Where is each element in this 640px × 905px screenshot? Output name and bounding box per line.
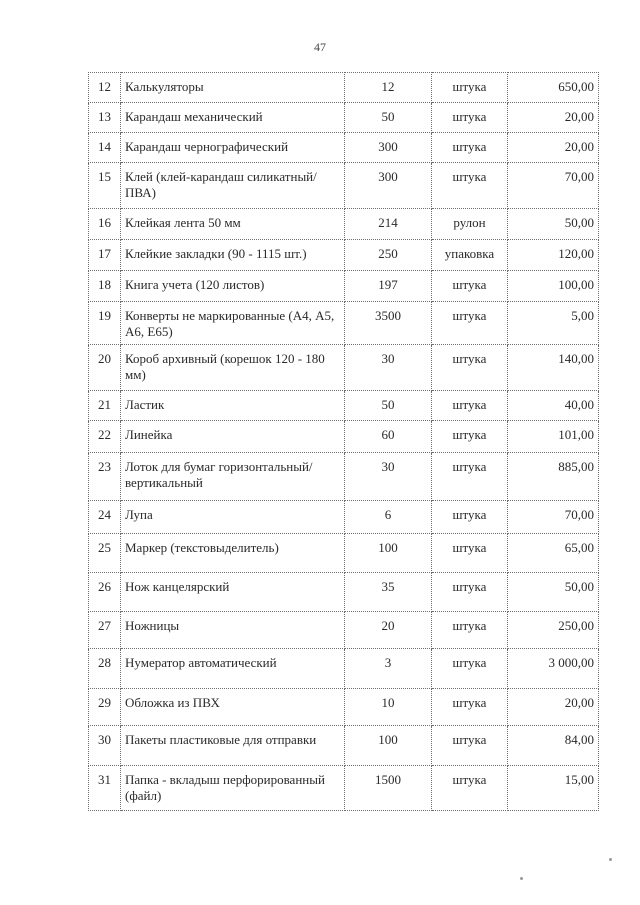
item-unit: штука [432,103,508,133]
item-unit: штука [432,133,508,163]
item-price: 40,00 [508,391,599,421]
item-name: Калькуляторы [121,73,345,103]
item-unit: рулон [432,209,508,240]
item-price: 140,00 [508,345,599,391]
item-name: Книга учета (120 листов) [121,271,345,302]
item-name: Обложка из ПВХ [121,689,345,726]
item-unit: штука [432,649,508,689]
item-name: Клей (клей-карандаш силикатный/ПВА) [121,163,345,209]
item-price: 84,00 [508,726,599,766]
item-unit: штука [432,766,508,811]
item-quantity: 50 [345,103,432,133]
row-number: 30 [89,726,121,766]
row-number: 29 [89,689,121,726]
item-name: Лупа [121,501,345,534]
table-row [89,271,599,302]
item-name: Лоток для бумаг горизонтальный/вертикальный [121,453,345,501]
item-unit: штука [432,689,508,726]
item-name: Конверты не маркированные (А4, А5, А6, Е65) [121,302,345,345]
table-body [89,73,599,811]
table-row [89,573,599,612]
item-unit: штука [432,726,508,766]
table-row [89,391,599,421]
item-unit: штука [432,73,508,103]
item-price: 20,00 [508,103,599,133]
row-number: 24 [89,501,121,534]
item-unit: штука [432,612,508,649]
row-number: 23 [89,453,121,501]
item-name: Короб архивный (корешок 120 - 180 мм) [121,345,345,391]
row-number: 15 [89,163,121,209]
row-number: 27 [89,612,121,649]
item-name: Маркер (текстовыделитель) [121,534,345,573]
item-price: 100,00 [508,271,599,302]
item-unit: штука [432,453,508,501]
item-price: 20,00 [508,133,599,163]
table-row [89,240,599,271]
table-row [89,73,599,103]
supplies-table [88,72,599,811]
table-row [89,726,599,766]
item-price: 15,00 [508,766,599,811]
item-unit: штука [432,302,508,345]
table-row [89,453,599,501]
item-name: Ластик [121,391,345,421]
scan-speck [609,858,612,861]
item-unit: штука [432,501,508,534]
item-quantity: 1500 [345,766,432,811]
item-quantity: 100 [345,726,432,766]
table-row [89,689,599,726]
table-row [89,103,599,133]
row-number: 26 [89,573,121,612]
item-name: Пакеты пластиковые для отправки [121,726,345,766]
item-quantity: 12 [345,73,432,103]
table-row [89,766,599,811]
table-row [89,209,599,240]
row-number: 20 [89,345,121,391]
item-quantity: 300 [345,163,432,209]
item-price: 20,00 [508,689,599,726]
item-quantity: 250 [345,240,432,271]
table-row [89,421,599,453]
table-row [89,163,599,209]
item-name: Клейкие закладки (90 - 1115 шт.) [121,240,345,271]
item-price: 650,00 [508,73,599,103]
item-quantity: 20 [345,612,432,649]
item-quantity: 35 [345,573,432,612]
row-number: 16 [89,209,121,240]
row-number: 12 [89,73,121,103]
item-price: 885,00 [508,453,599,501]
table-row [89,612,599,649]
table-row [89,649,599,689]
row-number: 28 [89,649,121,689]
item-unit: штука [432,391,508,421]
item-quantity: 214 [345,209,432,240]
item-unit: штука [432,163,508,209]
item-unit: штука [432,421,508,453]
item-unit: штука [432,573,508,612]
row-number: 19 [89,302,121,345]
row-number: 18 [89,271,121,302]
item-price: 70,00 [508,501,599,534]
item-unit: штука [432,345,508,391]
row-number: 22 [89,421,121,453]
item-unit: упаковка [432,240,508,271]
item-quantity: 300 [345,133,432,163]
item-price: 70,00 [508,163,599,209]
row-number: 31 [89,766,121,811]
table-row [89,133,599,163]
item-price: 65,00 [508,534,599,573]
item-quantity: 10 [345,689,432,726]
row-number: 21 [89,391,121,421]
item-price: 101,00 [508,421,599,453]
item-price: 120,00 [508,240,599,271]
item-name: Ножницы [121,612,345,649]
scan-speck [520,877,523,880]
row-number: 13 [89,103,121,133]
item-name: Линейка [121,421,345,453]
table-row [89,302,599,345]
item-price: 5,00 [508,302,599,345]
table-row [89,501,599,534]
item-quantity: 30 [345,345,432,391]
row-number: 17 [89,240,121,271]
item-name: Карандаш чернографический [121,133,345,163]
item-price: 50,00 [508,209,599,240]
item-price: 250,00 [508,612,599,649]
row-number: 14 [89,133,121,163]
item-quantity: 60 [345,421,432,453]
row-number: 25 [89,534,121,573]
item-unit: штука [432,271,508,302]
table-row [89,534,599,573]
item-quantity: 3 [345,649,432,689]
item-quantity: 3500 [345,302,432,345]
item-quantity: 6 [345,501,432,534]
page-number: 47 [314,40,326,54]
item-quantity: 30 [345,453,432,501]
item-unit: штука [432,534,508,573]
item-quantity: 100 [345,534,432,573]
item-price: 3 000,00 [508,649,599,689]
item-quantity: 197 [345,271,432,302]
item-name: Клейкая лента 50 мм [121,209,345,240]
item-quantity: 50 [345,391,432,421]
table-row [89,345,599,391]
item-name: Нож канцелярский [121,573,345,612]
item-name: Карандаш механический [121,103,345,133]
item-price: 50,00 [508,573,599,612]
item-name: Папка - вкладыш перфорированный (файл) [121,766,345,811]
item-name: Нумератор автоматический [121,649,345,689]
